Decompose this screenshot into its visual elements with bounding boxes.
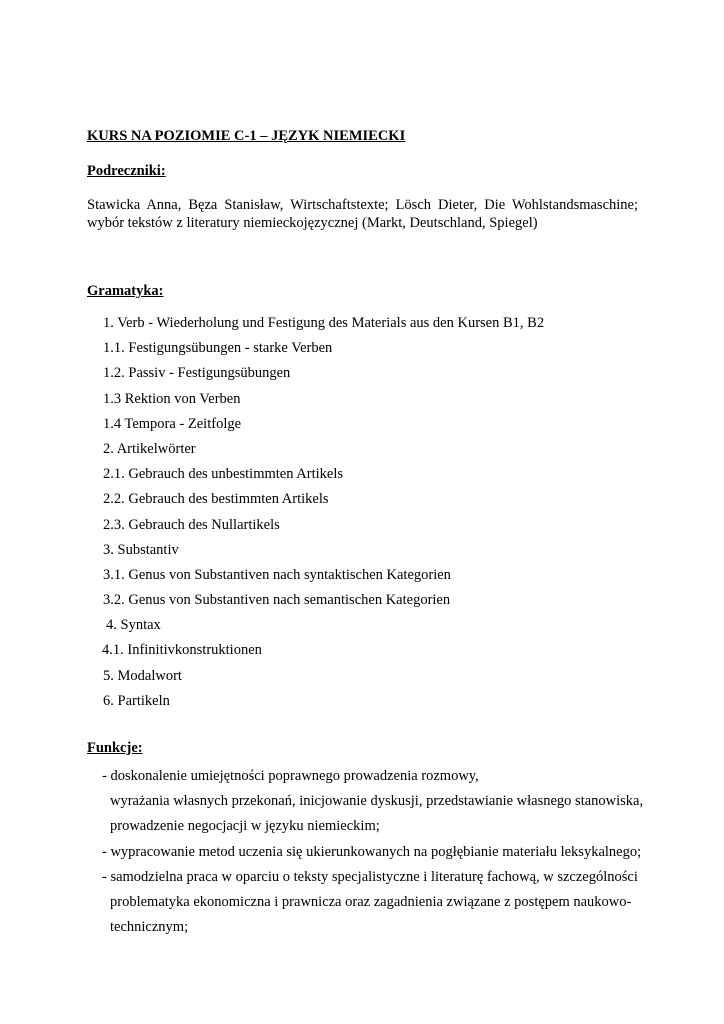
textbooks-line: wybór tekstów z literatury niemieckojęzycznej (Markt, Deutschland, Spiegel)	[87, 215, 538, 231]
grammar-item: 2.1. Gebrauch des unbestimmten Artikels	[103, 466, 344, 483]
grammar-item: 2. Artikelwörter	[103, 440, 196, 457]
functions-line: - wypracowanie metod uczenia się ukierunkowanych na pogłębianie materiału leksykalnego;	[102, 843, 642, 860]
grammar-heading: Gramatyka:	[87, 283, 164, 299]
grammar-item: 1.1. Festigungsübungen - starke Verben	[103, 340, 333, 357]
grammar-item: 3.1. Genus von Substantiven nach syntaktischen Kategorien	[103, 566, 451, 583]
functions-heading: Funkcje:	[87, 740, 143, 756]
textbooks-line: Stawicka Anna, Bęza Stanisław, Wirtschaftstexte; Lösch Dieter, Die Wohlstandsmaschine;	[87, 197, 638, 213]
grammar-item: 2.3. Gebrauch des Nullartikels	[103, 516, 280, 533]
functions-line: wyrażania własnych przekonań, inicjowanie dyskusji, przedstawianie własnego stanowiska,	[110, 793, 644, 810]
functions-line: problematyka ekonomiczna i prawnicza oraz zagadnienia związane z postępem naukowo-	[110, 893, 632, 910]
grammar-item: 2.2. Gebrauch des bestimmten Artikels	[103, 491, 329, 508]
textbooks-text	[87, 196, 638, 232]
grammar-item: 1. Verb - Wiederholung und Festigung des Materials aus den Kursen B1, B2	[103, 315, 545, 331]
grammar-item: 3. Substantiv	[103, 541, 179, 558]
functions-line: prowadzenie negocjacji w języku niemieckim;	[110, 818, 380, 835]
functions-list	[102, 767, 643, 943]
grammar-item: 4. Syntax	[106, 617, 161, 634]
grammar-item: 1.4 Tempora - Zeitfolge	[103, 415, 242, 432]
grammar-item: 1.3 Rektion von Verben	[103, 390, 241, 407]
grammar-item: 4.1. Infinitivkonstruktionen	[102, 642, 262, 659]
course-title: KURS NA POZIOMIE C-1 – JĘZYK NIEMIECKI	[87, 128, 406, 144]
functions-line: technicznym;	[110, 919, 189, 936]
functions-line: - samodzielna praca w oparciu o teksty specjalistyczne i literaturę fachową, w szczególności	[102, 868, 638, 885]
textbooks-heading: Podreczniki:	[87, 163, 166, 179]
functions-line: - doskonalenie umiejętności poprawnego prowadzenia rozmowy,	[102, 768, 479, 784]
grammar-item: 5. Modalwort	[103, 667, 182, 684]
grammar-item: 1.2. Passiv - Festigungsübungen	[103, 365, 291, 382]
grammar-item: 3.2. Genus von Substantiven nach semantischen Kategorien	[103, 592, 451, 609]
grammar-item: 6. Partikeln	[103, 692, 170, 709]
grammar-list	[103, 314, 544, 717]
